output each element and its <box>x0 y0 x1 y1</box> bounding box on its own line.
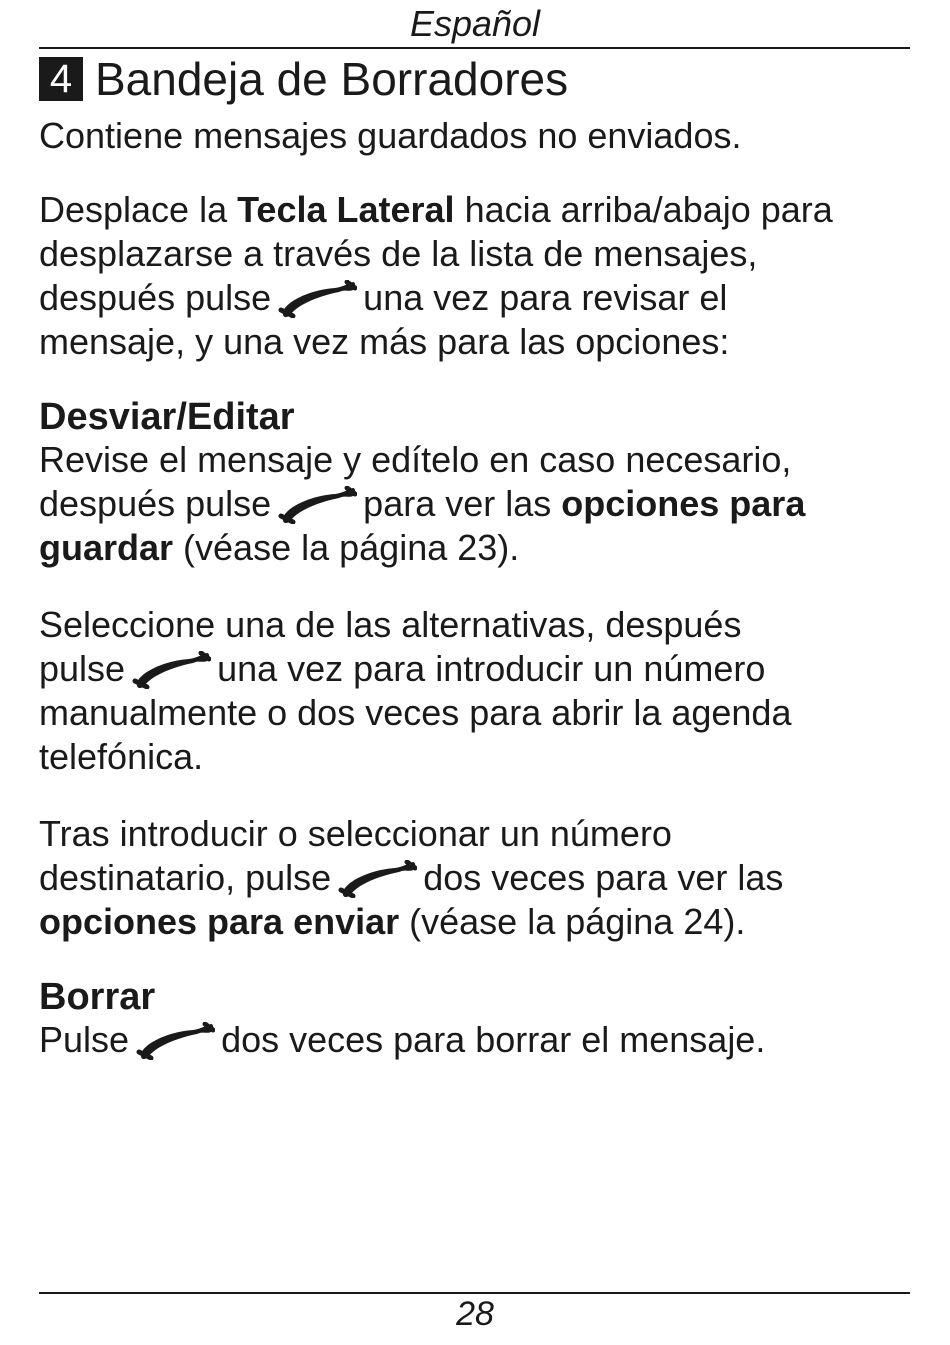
para1-text: hacia arriba/abajo para <box>454 189 833 230</box>
para2-text: una vez para introducir un número <box>217 648 766 689</box>
section-title-text: Bandeja de Borradores <box>95 53 569 105</box>
para1-text: una vez para revisar el <box>363 277 728 318</box>
section-title <box>39 53 568 105</box>
opciones-guardar-label: guardar <box>39 527 174 568</box>
desviar-editar-heading: Desviar/Editar <box>39 396 295 438</box>
para3-text: destinatario, pulse <box>39 857 332 898</box>
para2-text: pulse <box>39 648 126 689</box>
desviar-text: para ver las <box>363 483 562 524</box>
borrar-heading: Borrar <box>39 976 156 1018</box>
intro-text: Contiene mensajes guardados no enviados. <box>39 115 742 156</box>
page-content <box>39 114 919 1062</box>
para2-text: manualmente o dos veces para abrir la agenda <box>39 692 792 733</box>
opciones-enviar-label: opciones para enviar <box>39 901 400 942</box>
desviar-text: (véase la página 23). <box>173 527 520 568</box>
para3-text: (véase la página 24). <box>399 901 746 942</box>
header-language: Español <box>409 3 541 44</box>
section-number-badge: 4 <box>39 57 83 101</box>
desviar-text: después pulse <box>39 483 272 524</box>
phone-handset-icon <box>135 1022 215 1060</box>
tecla-lateral-label: Tecla Lateral <box>237 189 455 230</box>
desviar-text: Revise el mensaje y edítelo en caso necesario, <box>39 439 792 480</box>
phone-handset-icon <box>337 860 417 898</box>
paragraph-desviar <box>39 438 919 570</box>
paragraph-select-alternative <box>39 603 919 779</box>
borrar-text: Pulse <box>39 1019 130 1060</box>
para1-text: mensaje, y una vez más para las opciones: <box>39 321 730 362</box>
para3-text: dos veces para ver las <box>423 857 784 898</box>
borrar-text-line <box>39 1018 919 1062</box>
para3-text: Tras introducir o seleccionar un número <box>39 813 672 854</box>
para2-text: telefónica. <box>39 736 204 777</box>
paragraph-navigation <box>39 188 919 364</box>
header-divider <box>39 47 910 49</box>
phone-handset-icon <box>277 486 357 524</box>
opciones-guardar-label: opciones para <box>561 483 806 524</box>
para1-text: después pulse <box>39 277 272 318</box>
para1-text: Desplace la <box>39 189 238 230</box>
para2-text: Seleccione una de las alternativas, después <box>39 604 742 645</box>
borrar-text: dos veces para borrar el mensaje. <box>221 1019 766 1060</box>
paragraph-send <box>39 812 919 944</box>
phone-handset-icon <box>131 651 211 689</box>
para1-text: desplazarse a través de la lista de mensajes, <box>39 233 758 274</box>
phone-handset-icon <box>277 280 357 318</box>
page-number: 28 <box>456 1295 494 1333</box>
